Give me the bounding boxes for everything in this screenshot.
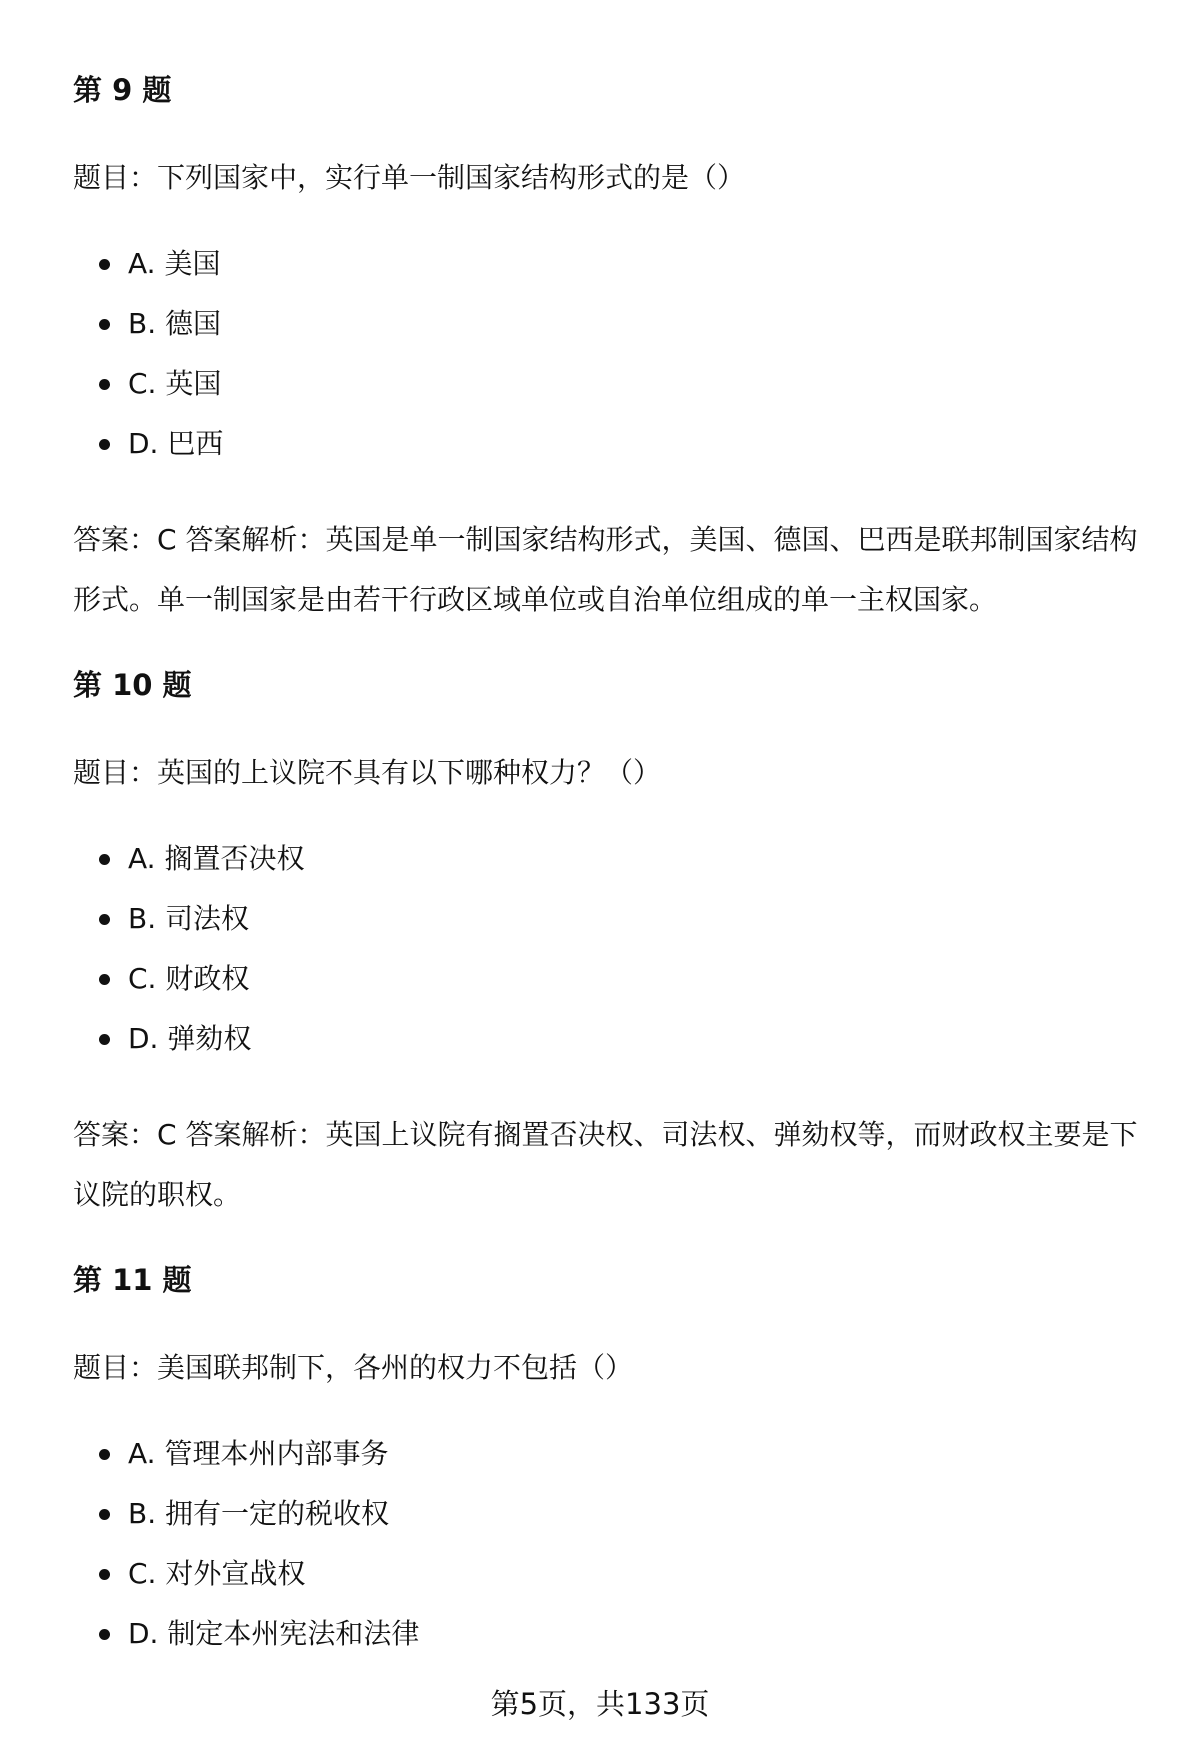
question-heading: 第 9 题 xyxy=(73,73,172,107)
bullet-icon xyxy=(99,914,110,925)
option-item xyxy=(73,1009,304,1069)
bullet-icon xyxy=(99,974,110,985)
question-text: 题目：下列国家中，实行单一制国家结构形式的是（） xyxy=(73,161,746,194)
question-10 xyxy=(73,665,1153,1211)
option-label: D. 制定本州宪法和法律 xyxy=(128,1617,420,1650)
option-label: B. 司法权 xyxy=(128,902,250,935)
option-item xyxy=(73,354,223,414)
option-item xyxy=(73,949,304,1009)
option-item xyxy=(73,829,304,889)
option-item xyxy=(73,1484,419,1544)
option-label: A. 管理本州内部事务 xyxy=(128,1437,389,1470)
option-label: C. 英国 xyxy=(128,367,222,400)
option-label: B. 德国 xyxy=(128,307,222,340)
question-heading: 第 11 题 xyxy=(73,1263,192,1297)
option-item xyxy=(73,1424,419,1484)
bullet-icon xyxy=(99,1569,110,1580)
option-list xyxy=(73,234,223,474)
option-label: B. 拥有一定的税收权 xyxy=(128,1497,390,1530)
question-text: 题目：美国联邦制下，各州的权力不包括（） xyxy=(73,1351,634,1384)
bullet-icon xyxy=(99,1449,110,1460)
answer-explanation: 答案：C 答案解析：英国上议院有搁置否决权、司法权、弹劾权等，而财政权主要是下议院的职权。 xyxy=(73,1118,1138,1211)
question-heading: 第 10 题 xyxy=(73,668,192,702)
page-footer: 第5页，共133页 xyxy=(490,1687,710,1721)
option-item xyxy=(73,234,223,294)
option-label: D. 弹劾权 xyxy=(128,1022,252,1055)
bullet-icon xyxy=(99,1034,110,1045)
bullet-icon xyxy=(99,1629,110,1640)
bullet-icon xyxy=(99,854,110,865)
bullet-icon xyxy=(99,259,110,270)
option-list xyxy=(73,1424,419,1664)
bullet-icon xyxy=(99,319,110,330)
answer-explanation: 答案：C 答案解析：英国是单一制国家结构形式，美国、德国、巴西是联邦制国家结构形式。单一制国家是由若干行政区域单位或自治单位组成的单一主权国家。 xyxy=(73,523,1138,616)
option-item xyxy=(73,294,223,354)
option-label: A. 美国 xyxy=(128,247,221,280)
bullet-icon xyxy=(99,439,110,450)
option-item xyxy=(73,889,304,949)
option-label: C. 对外宣战权 xyxy=(128,1557,306,1590)
option-item xyxy=(73,1604,419,1664)
bullet-icon xyxy=(99,379,110,390)
option-item xyxy=(73,414,223,474)
question-text: 题目：英国的上议院不具有以下哪种权力？（） xyxy=(73,756,662,789)
option-label: A. 搁置否决权 xyxy=(128,842,305,875)
question-11 xyxy=(73,1260,1153,1650)
option-label: D. 巴西 xyxy=(128,427,224,460)
option-label: C. 财政权 xyxy=(128,962,250,995)
option-item xyxy=(73,1544,419,1604)
question-9 xyxy=(73,70,1153,616)
bullet-icon xyxy=(99,1509,110,1520)
option-list xyxy=(73,829,304,1069)
